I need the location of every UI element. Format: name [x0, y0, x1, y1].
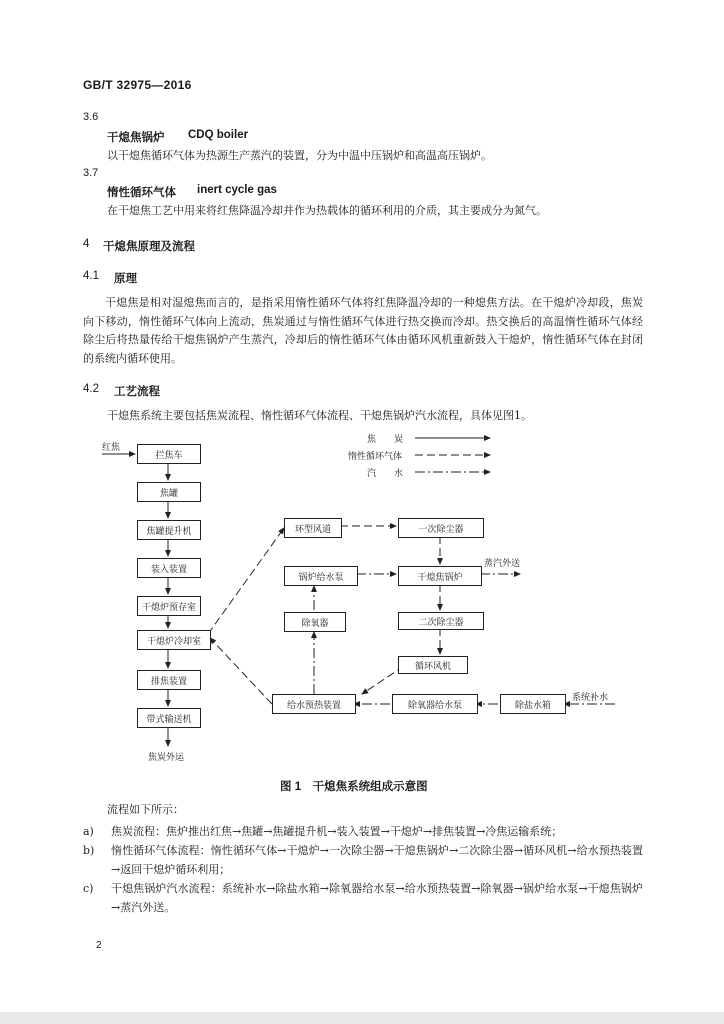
- section-title: 干熄焦原理及流程: [103, 241, 195, 253]
- box-water-preheater: 给水预热装置: [272, 694, 356, 714]
- box-coke-car: 拦焦车: [137, 444, 201, 464]
- box-ring-duct: 环型风道: [284, 518, 342, 538]
- box-dust-collector-2: 二次除尘器: [398, 612, 484, 630]
- list-item: [83, 879, 643, 917]
- cdq-system-diagram: [80, 428, 640, 768]
- box-dust-collector-1: 一次除尘器: [398, 518, 484, 538]
- section-number: 4: [83, 238, 90, 250]
- box-boiler-pump: 锅炉给水泵: [284, 566, 358, 586]
- makeup-water-label: 系统补水: [572, 693, 609, 703]
- figure-caption: 图 1 干熄焦系统组成示意图: [280, 781, 428, 793]
- standard-number: GB/T 32975—2016: [83, 78, 192, 92]
- clause-number: 3.6: [83, 111, 99, 123]
- list-marker: b): [83, 844, 95, 857]
- process-paragraph: 干熄焦系统主要包括焦炭流程、惰性循环气体流程、干熄焦锅炉汽水流程，具体见图1。: [107, 409, 532, 422]
- page-number: 2: [96, 940, 102, 951]
- flow-intro: 流程如下所示：: [107, 803, 184, 816]
- flow-list: [83, 822, 643, 917]
- list-item: [83, 822, 643, 841]
- term-en: CDQ boiler: [188, 129, 249, 141]
- principle-paragraph: 干熄焦是相对湿熄焦而言的，是指采用惰性循环气体将红焦降温冷却的一种熄焦方法。在干熄炉冷却段，焦炭向下移动，惰性循环气体向上流动，焦炭通过与惰性循环气体进行热交换而冷却。热交换后的高温惰性循环气体经除尘后将热量传给干熄焦锅炉产生蒸汽，冷却后的惰性循环气体由循环风机重新鼓入干熄炉，惰性循环气体在封闭的系统内循环使用。: [83, 296, 643, 365]
- red-coke-label: 红焦: [102, 443, 121, 453]
- box-deaerator-pump: 除氧器给水泵: [392, 694, 478, 714]
- coke-out-label: 焦炭外运: [148, 753, 185, 763]
- section-title: 工艺流程: [114, 386, 160, 398]
- box-charging: 装入装置: [137, 558, 201, 578]
- term-cn: 惰性循环气体: [107, 185, 176, 199]
- list-item: [83, 841, 643, 879]
- list-text: 焦炭流程：焦炉推出红焦→焦罐→焦罐提升机→装入装置→干熄炉→排焦装置→冷焦运输系统；: [111, 825, 563, 838]
- section-number: 4.2: [83, 383, 99, 395]
- term-definition: 以干熄焦循环气体为热源生产蒸汽的装置，分为中温中压锅炉和高温高压锅炉。: [107, 149, 492, 162]
- legend-coke-label: 焦 炭: [367, 435, 404, 445]
- viewer-bottom-bar: [0, 1012, 724, 1024]
- box-prechamber: 干熄炉预存室: [137, 596, 201, 616]
- box-discharge: 排焦装置: [137, 670, 201, 690]
- section-title: 原理: [114, 273, 137, 285]
- clause-number: 3.7: [83, 167, 99, 179]
- box-desalted-water-tank: 除盐水箱: [500, 694, 566, 714]
- list-marker: c): [83, 882, 94, 895]
- box-coke-tank: 焦罐: [137, 482, 201, 502]
- term-cn: 干熄焦锅炉: [107, 130, 165, 144]
- gas-flow-arrow: [210, 638, 272, 704]
- box-circulating-fan: 循环风机: [398, 656, 468, 674]
- box-cdq-boiler: 干熄焦锅炉: [398, 566, 482, 586]
- section-number: 4.1: [83, 270, 99, 282]
- list-text: 干熄焦锅炉汽水流程：系统补水→除盐水箱→除氧器给水泵→给水预热装置→除氧器→锅炉给水泵→干熄焦锅炉→蒸汽外送。: [111, 882, 643, 914]
- gas-flow-arrow: [208, 528, 284, 634]
- box-cooling-chamber: 干熄炉冷却室: [137, 630, 211, 650]
- box-deaerator: 除氧器: [284, 612, 346, 632]
- box-conveyor: 带式输送机: [137, 708, 201, 728]
- legend-steam-label: 汽 水: [367, 469, 404, 479]
- legend-gas-label: 惰性循环气体: [348, 452, 403, 462]
- term-en: inert cycle gas: [197, 184, 277, 196]
- box-hoist: 焦罐提升机: [137, 520, 201, 540]
- term-definition: 在干熄焦工艺中用来将红焦降温冷却并作为热载体的循环利用的介质，其主要成分为氮气。: [107, 204, 547, 217]
- list-text: 惰性循环气体流程：惰性循环气体→干熄炉→一次除尘器→干熄焦锅炉→二次除尘器→循环风机→给水预热装置→返回干熄炉循环利用；: [111, 844, 643, 876]
- steam-out-label: 蒸汽外送: [484, 559, 521, 569]
- list-marker: a): [83, 825, 94, 838]
